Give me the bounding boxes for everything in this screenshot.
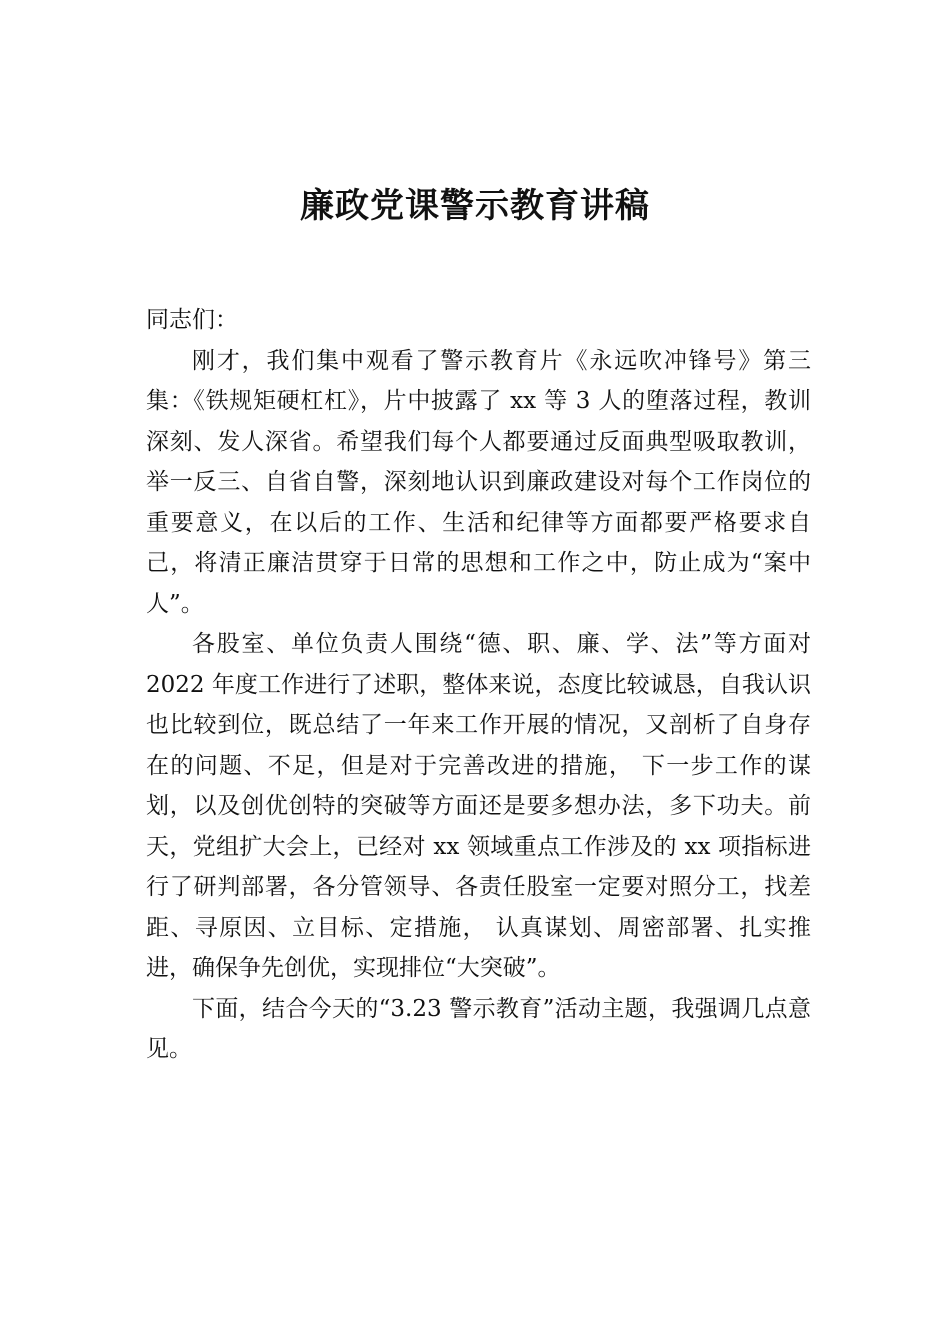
paragraph-work-review: 各股室、单位负责人围绕“德、职、廉、学、法”等方面对 2022 年度工作进行了述职，整体来说，态度比较诚恳，自我认识也比较到位，既总结了一年来工作开展的情况，又剖析了自身存在的问题、不足，但是对于完善改进的措施， 下一步工作的谋划，以及创优创特的突破等方面还是要多想办法，多下功夫。前天，党组扩大会上，已经对 xx 领域重点工作涉及的 xx 项指标进行了研判部署，各分管领导、各责任股室一定要对照分工，找差距、寻原因、立目标、定措施， 认真谋划、周密部署、扎实推进，确保争先创优，实现排位“大突破”。 xyxy=(146,631,811,981)
paragraph-video-reflection: 刚才，我们集中观看了警示教育片《永远吹冲锋号》第三集：《铁规矩硬杠杠》，片中披露了 xx 等 3 人的堕落过程，教训深刻、发人深省。希望我们每个人都要通过反面典型吸取教训，举一反三、自省自警，深刻地认识到廉政建设对每个工作岗位的重要意义，在以后的工作、生活和纪律等方面都要严格要求自己，将清正廉洁贯穿于日常的思想和工作之中，防止成为“案中人”。 xyxy=(146,347,811,617)
document-body xyxy=(146,300,811,1070)
paragraph-key-points-intro: 下面，结合今天的“3.23 警示教育”活动主题，我强调几点意见。 xyxy=(146,995,811,1062)
document-title: 廉政党课警示教育讲稿 xyxy=(300,186,650,226)
salutation: 同志们： xyxy=(146,307,238,333)
